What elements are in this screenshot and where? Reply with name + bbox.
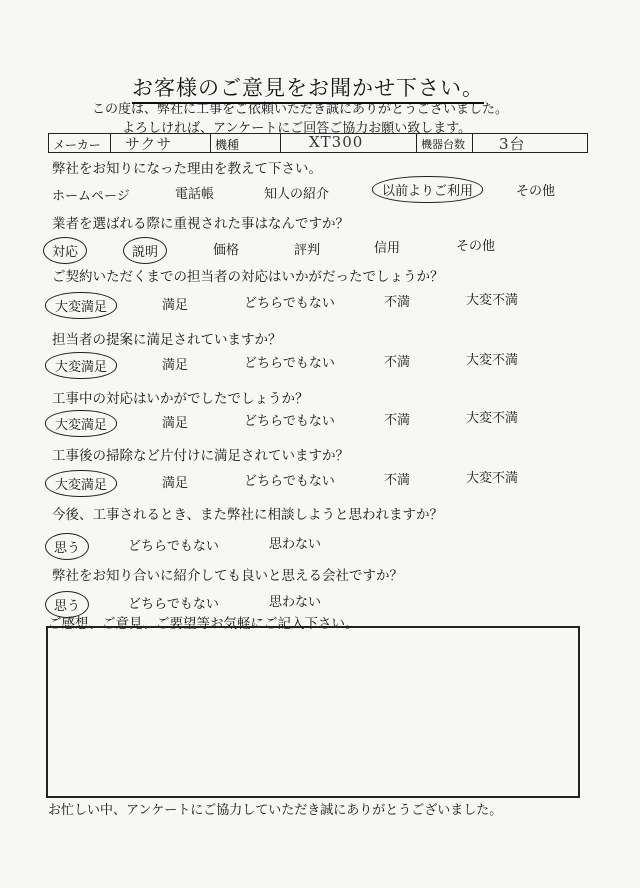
q6-option-very-satisfied-selected[interactable]: 大変満足	[45, 470, 117, 497]
q6-option-neutral[interactable]: どちらでもない	[244, 474, 335, 489]
question-8: 弊社をお知り合いに紹介しても良いと思える会社ですか？	[52, 568, 403, 584]
question-6: 工事後の掃除など片付けに満足されていますか？	[52, 448, 349, 464]
maker-value: サクサ	[125, 135, 173, 153]
question-7: 今後、工事されるとき、また弊社に相談しようと思われますか？	[52, 507, 443, 523]
q4-option-dissatisfied[interactable]: 不満	[384, 355, 411, 370]
model-label-cell	[211, 134, 281, 152]
maker-value-cell[interactable]	[111, 134, 211, 152]
q3-option-neutral[interactable]: どちらでもない	[244, 296, 335, 311]
equipment-info-table	[48, 133, 588, 153]
q1-option-referral[interactable]: 知人の紹介	[264, 187, 330, 202]
q8-option-yes-selected[interactable]: 思う	[45, 591, 89, 618]
model-label: 機種	[215, 138, 240, 152]
q2-option-other[interactable]: その他	[456, 239, 496, 254]
q2-option-trust[interactable]: 信用	[374, 241, 401, 256]
q5-option-neutral[interactable]: どちらでもない	[244, 414, 335, 429]
q1-option-previous-use-selected[interactable]: 以前よりご利用	[372, 176, 483, 203]
intro-line-1: この度は、弊社に工事をご依頼いただき誠にありがとうございました。	[92, 102, 509, 117]
maker-label-cell	[49, 134, 111, 152]
q2-option-response-selected[interactable]: 対応	[43, 237, 87, 264]
comment-label: ご感想、ご意見、ご要望等お気軽にご記入下さい。	[48, 616, 359, 632]
q1-option-phonebook[interactable]: 電話帳	[175, 187, 215, 202]
question-4: 担当者の提案に満足されていますか？	[52, 332, 282, 348]
q4-option-satisfied[interactable]: 満足	[162, 358, 189, 373]
model-value-cell[interactable]	[281, 134, 417, 152]
question-5: 工事中の対応はいかがでしたでしょうか？	[52, 391, 309, 407]
q8-option-no[interactable]: 思わない	[269, 595, 322, 610]
q2-option-price[interactable]: 価格	[213, 243, 240, 258]
count-label: 機器台数	[421, 138, 465, 151]
q5-option-very-satisfied-selected[interactable]: 大変満足	[45, 410, 117, 437]
q7-option-no[interactable]: 思わない	[269, 537, 322, 552]
page-title: お客様のご意見をお聞かせ下さい。	[132, 72, 484, 104]
q4-option-very-dissatisfied[interactable]: 大変不満	[466, 353, 519, 368]
question-1: 弊社をお知りになった理由を教えて下さい。	[52, 161, 322, 177]
q3-option-very-dissatisfied[interactable]: 大変不満	[466, 293, 519, 308]
q1-option-homepage[interactable]: ホームページ	[52, 189, 130, 204]
maker-label: メーカー	[53, 138, 101, 152]
model-value: XT300	[309, 133, 364, 151]
q6-option-dissatisfied[interactable]: 不満	[384, 473, 411, 488]
q6-option-satisfied[interactable]: 満足	[162, 476, 189, 491]
q7-option-yes-selected[interactable]: 思う	[45, 533, 89, 560]
q8-option-neutral[interactable]: どちらでもない	[128, 597, 219, 612]
question-3: ご契約いただくまでの担当者の対応はいかがだったでしょうか？	[52, 269, 444, 285]
q2-option-reputation[interactable]: 評判	[294, 243, 321, 258]
q1-option-other[interactable]: その他	[516, 184, 556, 199]
count-value-cell[interactable]	[473, 134, 587, 152]
q4-option-neutral[interactable]: どちらでもない	[244, 356, 335, 371]
q4-option-very-satisfied-selected[interactable]: 大変満足	[45, 352, 117, 379]
question-2: 業者を選ばれる際に重視された事はなんですか？	[52, 216, 349, 232]
q6-option-very-dissatisfied[interactable]: 大変不満	[466, 471, 519, 486]
q5-option-very-dissatisfied[interactable]: 大変不満	[466, 411, 519, 426]
q2-option-explanation-selected[interactable]: 説明	[123, 237, 167, 264]
q5-option-dissatisfied[interactable]: 不満	[384, 413, 411, 428]
comment-textbox[interactable]	[46, 626, 580, 798]
q3-option-satisfied[interactable]: 満足	[162, 298, 189, 313]
q3-option-dissatisfied[interactable]: 不満	[384, 295, 411, 310]
intro-line-2: よろしければ、アンケートにご回答ご協力お願い致します。	[122, 121, 472, 136]
count-label-cell	[417, 134, 473, 152]
q5-option-satisfied[interactable]: 満足	[162, 416, 189, 431]
footer-thanks: お忙しい中、アンケートにご協力していただき誠にありがとうございました。	[48, 803, 503, 818]
q7-option-neutral[interactable]: どちらでもない	[128, 539, 219, 554]
q3-option-very-satisfied-selected[interactable]: 大変満足	[45, 292, 117, 319]
count-value: 3台	[499, 135, 526, 153]
